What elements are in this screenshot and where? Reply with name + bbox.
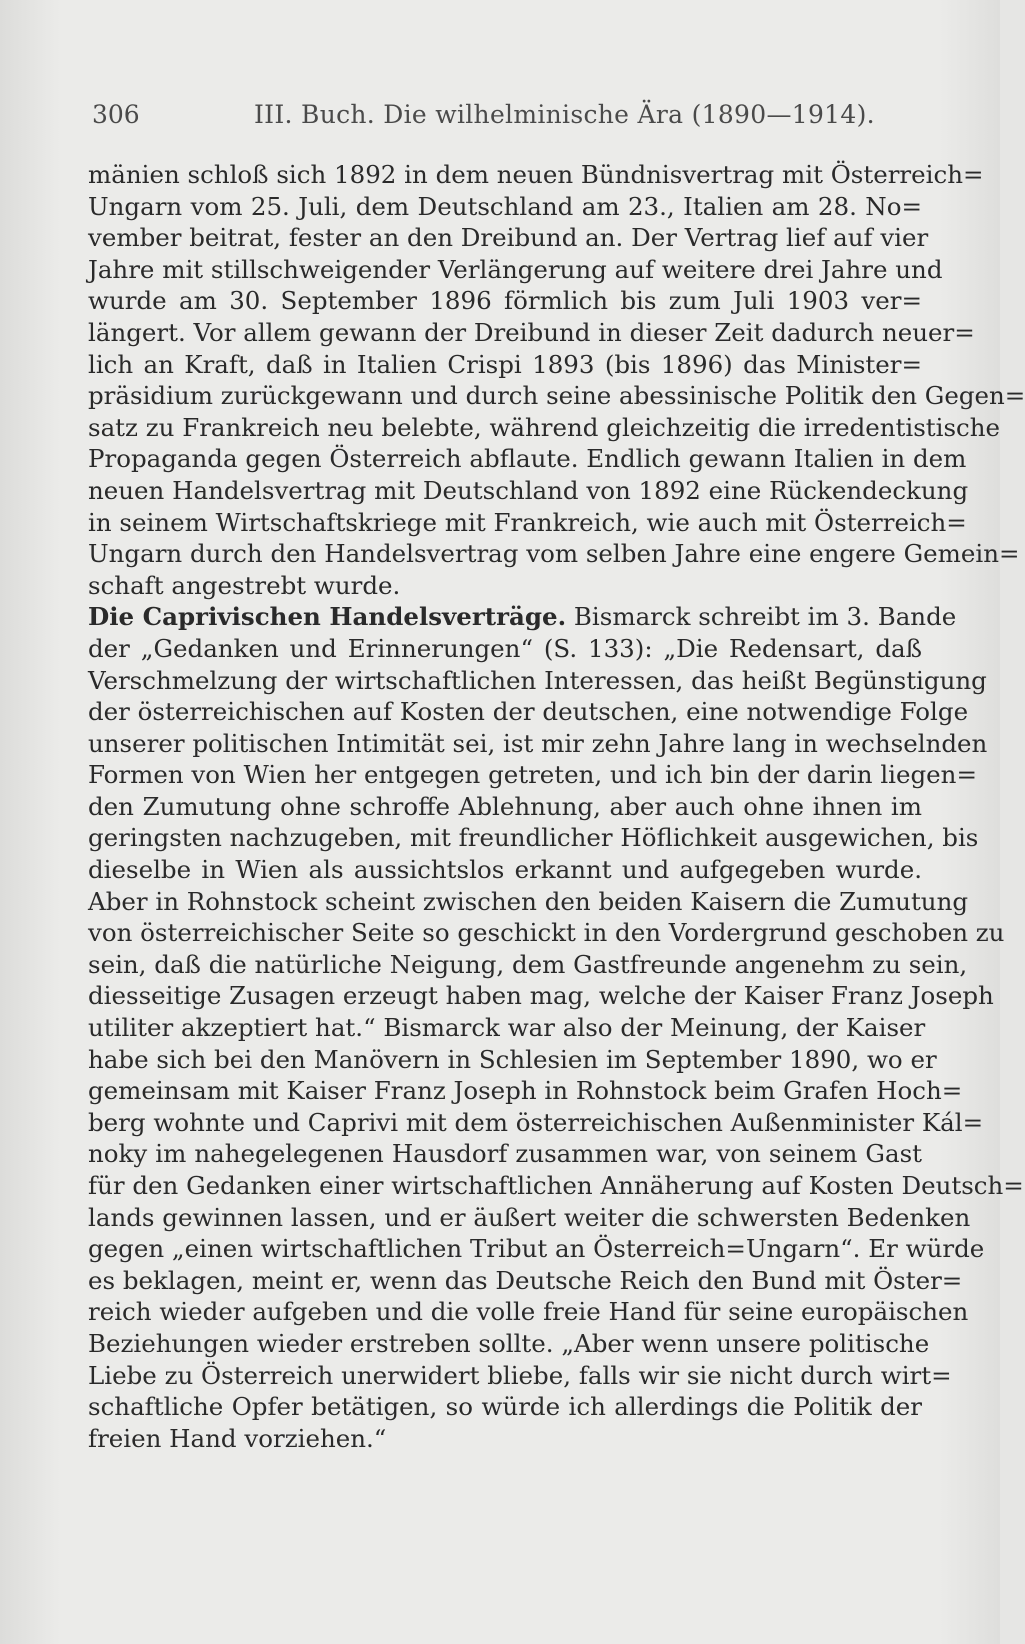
text-line: Liebe zu Österreich unerwidert bliebe, falls wir sie nicht durch wirt=	[88, 1360, 952, 1390]
text-line: es beklagen, meint er, wenn das Deutsche Reich den Bund mit Öster=	[88, 1265, 963, 1295]
text-line: geringsten nachzugeben, mit freundlicher Höflichkeit ausgewichen, bis	[88, 823, 979, 853]
page-number: 306	[92, 100, 140, 129]
text-line: gemeinsam mit Kaiser Franz Joseph in Rohnstock beim Grafen Hoch=	[88, 1076, 963, 1106]
text-line: dieselbe in Wien als aussichtslos erkannt und aufgegeben wurde.	[88, 855, 922, 885]
text-line: schaftliche Opfer betätigen, so würde ich allerdings die Politik der	[88, 1392, 922, 1422]
text-line: reich wieder aufgeben und die volle freie Hand für seine europäischen	[88, 1297, 969, 1327]
text-line: Ungarn durch den Handelsvertrag vom selben Jahre eine engere Gemein=	[88, 539, 1020, 569]
text-line: Propaganda gegen Österreich abflaute. Endlich gewann Italien in dem	[88, 444, 967, 474]
text-line: diesseitige Zusagen erzeugt haben mag, welche der Kaiser Franz Joseph	[88, 981, 994, 1011]
text-line: präsidium zurückgewann und durch seine abessinische Politik den Gegen=	[88, 381, 1025, 411]
section-start-line	[88, 601, 957, 633]
text-line: unserer politischen Intimität sei, ist mir zehn Jahre lang in wechselnden	[88, 728, 988, 758]
text-line: satz zu Frankreich neu belebte, während gleichzeitig die irredentistische	[88, 412, 1001, 442]
text-line: vember beitrat, fester an den Dreibund an. Der Vertrag lief auf vier	[88, 223, 929, 253]
text-line: Verschmelzung der wirtschaftlichen Interessen, das heißt Begünstigung	[88, 665, 987, 695]
text-line: utiliter akzeptiert hat.“ Bismarck war also der Meinung, der Kaiser	[88, 1013, 926, 1043]
text-line: wurde am 30. September 1896 förmlich bis zum Juli 1903 ver=	[88, 286, 922, 316]
text-line: mänien schloß sich 1892 in dem neuen Bündnisvertrag mit Österreich=	[88, 160, 984, 189]
text-line: sein, daß die natürliche Neigung, dem Gastfreunde angenehm zu sein,	[88, 949, 968, 979]
text-line: den Zumutung ohne schroffe Ablehnung, aber auch ohne ihnen im	[88, 791, 922, 821]
text-line: neuen Handelsvertrag mit Deutschland von 1892 eine Rückendeckung	[88, 475, 969, 505]
text-line: Ungarn vom 25. Juli, dem Deutschland am 23., Italien am 28. No=	[88, 191, 922, 221]
page-header	[92, 100, 922, 136]
text-line: Jahre mit stillschweigender Verlängerung auf weitere drei Jahre und	[88, 254, 943, 284]
section-first-line-rest: Bismarck schreibt im 3. Bande	[573, 602, 957, 632]
text-line: längert. Vor allem gewann der Dreibund in dieser Zeit dadurch neuer=	[88, 317, 975, 347]
text-line: Beziehungen wieder erstreben sollte. „Aber wenn unsere politische	[88, 1328, 930, 1358]
text-line: für den Gedanken einer wirtschaftlichen Annäherung auf Kosten Deutsch=	[88, 1171, 1024, 1200]
text-line: freien Hand vorziehen.“	[88, 1423, 387, 1453]
running-head: III. Buch. Die wilhelminische Ära (1890—1914).	[254, 100, 875, 129]
text-line: von österreichischer Seite so geschickt in den Vordergrund geschoben zu	[88, 918, 1005, 948]
text-line: lands gewinnen lassen, und er äußert weiter die schwersten Bedenken	[88, 1202, 971, 1232]
text-line: der „Gedanken und Erinnerungen“ (S. 133): „Die Redensart, daß	[88, 633, 922, 663]
text-line: schaft angestrebt wurde.	[88, 570, 401, 600]
body-text	[88, 159, 1025, 1454]
text-line: Formen von Wien her entgegen getreten, und ich bin der darin liegen=	[88, 760, 977, 790]
text-line: gegen „einen wirtschaftlichen Tribut an Österreich=Ungarn“. Er würde	[88, 1234, 985, 1264]
text-line: noky im nahegelegenen Hausdorf zusammen war, von seinem Gast	[88, 1139, 922, 1169]
text-line: in seinem Wirtschaftskriege mit Frankreich, wie auch mit Österreich=	[88, 507, 967, 537]
text-line: habe sich bei den Manövern in Schlesien im September 1890, wo er	[88, 1044, 937, 1074]
section-heading: Die Caprivischen Handelsverträge.	[88, 602, 567, 632]
text-line: der österreichischen auf Kosten der deutschen, eine notwendige Folge	[88, 697, 969, 727]
text-line: berg wohnte und Caprivi mit dem österreichischen Außenminister Kál=	[88, 1107, 984, 1137]
text-line: Aber in Rohnstock scheint zwischen den beiden Kaisern die Zumutung	[88, 886, 969, 916]
text-line: lich an Kraft, daß in Italien Crispi 1893 (bis 1896) das Minister=	[88, 349, 922, 379]
